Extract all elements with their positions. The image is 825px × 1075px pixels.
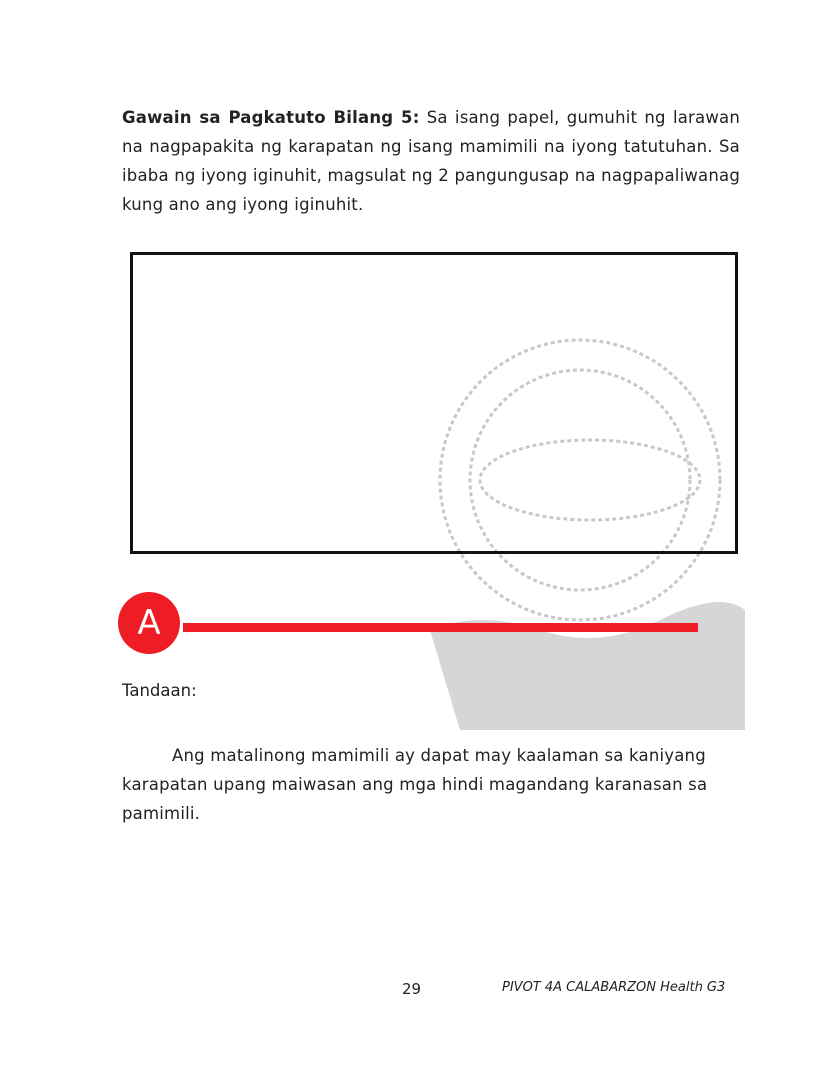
remember-label: Tandaan:	[122, 681, 197, 700]
page-number: 29	[402, 980, 422, 998]
activity-label: Gawain sa Pagkatuto Bilang 5:	[122, 108, 420, 127]
remember-note	[122, 741, 752, 828]
remember-note-text: Ang matalinong mamimili ay dapat may kaalaman sa kaniyang karapatan upang maiwasan ang mga hindi magandang karanasan sa pamimili.	[122, 746, 708, 823]
drawing-box[interactable]	[130, 252, 738, 554]
activity-instructions	[122, 103, 740, 219]
answer-line	[183, 623, 698, 632]
answer-marker: A	[118, 592, 180, 654]
footer-title: PIVOT 4A CALABARZON Health G3	[502, 980, 726, 995]
activity-text: Sa isang papel, gumuhit ng larawan na nagpapakita ng karapatan ng isang mamimili na iyong tatutuhan. Sa ibaba ng iyong iginuhit, magsulat ng 2 pangungusap na nagpapaliwanag kung ano ang iyong iginuhit.	[122, 108, 740, 214]
